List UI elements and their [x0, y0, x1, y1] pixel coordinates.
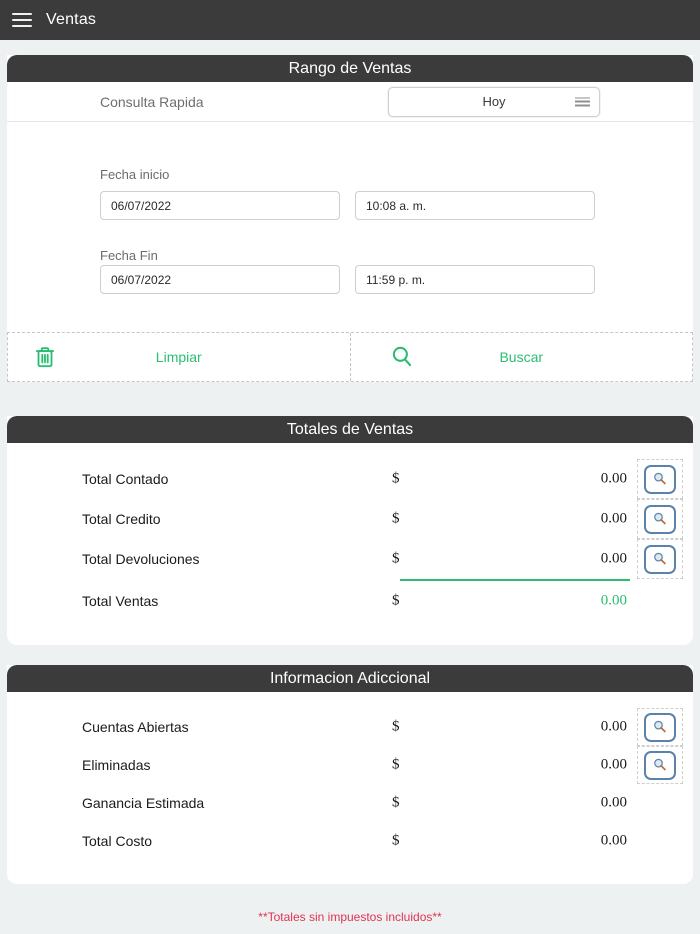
currency-symbol: $ [392, 550, 400, 567]
total-contado-detail [637, 459, 683, 499]
currency-symbol: $ [392, 832, 400, 849]
fecha-fin-label: Fecha Fin [100, 248, 158, 263]
total-contado-value: 0.00 [600, 470, 627, 487]
total-credito-search-button[interactable] [644, 505, 676, 534]
magnifier-icon [651, 550, 669, 568]
consulta-rapida-row [7, 82, 693, 122]
currency-symbol: $ [392, 470, 400, 487]
buscar-button[interactable] [351, 333, 693, 381]
totales-de-ventas-card [7, 416, 693, 645]
cuentas-abiertas-row [7, 708, 693, 746]
adicional-card-title: Informacion Adiccional [7, 665, 693, 692]
total-devoluciones-row [7, 539, 693, 579]
cuentas-abiertas-search-button[interactable] [644, 713, 676, 742]
fecha-fin-date-input[interactable] [100, 265, 340, 294]
total-costo-row [7, 822, 693, 860]
eliminadas-value: 0.00 [600, 756, 627, 773]
total-contado-row [7, 459, 693, 499]
magnifier-icon [651, 470, 669, 488]
magnifier-icon [651, 718, 669, 736]
consulta-rapida-label: Consulta Rapida [100, 93, 204, 110]
buscar-label: Buscar [499, 349, 544, 365]
currency-symbol: $ [392, 756, 400, 773]
menu-icon[interactable] [12, 13, 32, 27]
rango-de-ventas-card [7, 55, 693, 382]
magnifier-icon [651, 756, 669, 774]
total-devoluciones-value: 0.00 [600, 550, 627, 567]
cuentas-abiertas-value: 0.00 [600, 718, 627, 735]
trash-icon [32, 344, 58, 370]
eliminadas-label: Eliminadas [82, 757, 151, 773]
ganancia-estimada-value: 0.00 [600, 794, 627, 811]
date-range-form [7, 122, 693, 332]
cuentas-abiertas-label: Cuentas Abiertas [82, 719, 189, 735]
limpiar-label: Limpiar [155, 349, 202, 365]
currency-symbol: $ [392, 718, 400, 735]
fecha-fin-time-input[interactable] [355, 265, 595, 294]
magnifier-icon [651, 510, 669, 528]
ganancia-estimada-row [7, 784, 693, 822]
total-devoluciones-label: Total Devoluciones [82, 551, 200, 567]
rango-card-title: Rango de Ventas [7, 55, 693, 82]
tax-disclaimer-text: **Totales sin impuestos incluidos** [258, 910, 442, 924]
page-title: Ventas [46, 11, 97, 28]
informacion-adiccional-card [7, 665, 693, 884]
total-devoluciones-search-button[interactable] [644, 545, 676, 574]
eliminadas-search-button[interactable] [644, 751, 676, 780]
total-credito-row [7, 499, 693, 539]
list-lines-icon [575, 97, 590, 106]
app-bar [0, 0, 700, 40]
total-contado-label: Total Contado [82, 471, 169, 487]
currency-symbol: $ [392, 592, 400, 609]
consulta-rapida-value: Hoy [482, 94, 506, 109]
fecha-inicio-date-input[interactable] [100, 191, 340, 220]
consulta-rapida-select[interactable] [388, 87, 600, 117]
limpiar-button[interactable] [8, 333, 351, 381]
total-costo-label: Total Costo [82, 833, 153, 849]
total-devoluciones-detail [637, 539, 683, 579]
eliminadas-detail [637, 746, 683, 784]
cuentas-abiertas-detail [637, 708, 683, 746]
total-credito-detail [637, 499, 683, 539]
currency-symbol: $ [392, 510, 400, 527]
search-icon [389, 344, 415, 370]
actions-row [7, 332, 693, 382]
currency-symbol: $ [392, 794, 400, 811]
total-credito-label: Total Credito [82, 511, 161, 527]
total-credito-value: 0.00 [600, 510, 627, 527]
total-costo-value: 0.00 [600, 832, 627, 849]
total-contado-search-button[interactable] [644, 465, 676, 494]
total-ventas-row [7, 581, 693, 621]
fecha-inicio-time-input[interactable] [355, 191, 595, 220]
fecha-inicio-label: Fecha inicio [100, 167, 170, 182]
total-ventas-value: 0.00 [600, 592, 627, 609]
total-ventas-label: Total Ventas [82, 593, 159, 609]
totales-card-title: Totales de Ventas [7, 416, 693, 443]
ganancia-estimada-label: Ganancia Estimada [82, 795, 205, 811]
eliminadas-row [7, 746, 693, 784]
